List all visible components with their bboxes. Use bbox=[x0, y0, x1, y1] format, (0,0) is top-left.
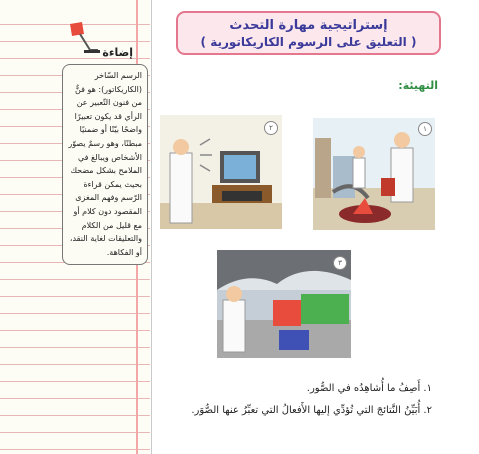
traffic-pollution-illustration bbox=[217, 250, 351, 358]
burning-waste-illustration bbox=[313, 118, 435, 230]
sidebar-heading: إضاءة bbox=[102, 46, 133, 59]
lesson-subtitle: ( التعليق على الرسوم الكاريكاتورية ) bbox=[200, 35, 417, 49]
question-1: ١. أَصِفُ ما أُشاهِدُه في الصُّور. bbox=[306, 383, 432, 394]
picture-traffic-pollution bbox=[217, 250, 351, 358]
lesson-title: إستراتيجية مهارة التحدث bbox=[229, 18, 388, 33]
loud-tv-illustration bbox=[160, 115, 282, 229]
prep-label: التهيئة: bbox=[398, 79, 438, 92]
lesson-title-box bbox=[176, 11, 441, 55]
question-2: ٢. أُبَيِّنُ النَّتائجَ التي تُؤدِّي إليها الأَفعالُ التي تعبِّرُ عنها الصُّوَر. bbox=[191, 405, 432, 416]
picture-loud-tv bbox=[160, 115, 282, 229]
picture-number-3: ٣ bbox=[333, 256, 347, 270]
margin-divider bbox=[151, 0, 152, 454]
info-text: الرسم السّاخر (الكاريكاتور): هو فنٌّ من فنون التّعبير عن الرأي قد يكون تعبيرًا واضحًا بيّنًا أو ضمنيًا مبطنًا، وهو رسمٌ يصوّر الأشخاص ويبالغ في الملامح بشكل مضحك بحيث يمكن قراءة الرّسم وفهم المغزى المقصود دون كلام أو مع قليل من الكلام والتعليقات لغاية النقد، أو الفكاهة. bbox=[68, 71, 142, 257]
picture-burning-waste bbox=[313, 118, 435, 230]
picture-number-1: ١ bbox=[418, 122, 432, 136]
picture-number-2: ٢ bbox=[264, 121, 278, 135]
info-box bbox=[62, 64, 148, 265]
